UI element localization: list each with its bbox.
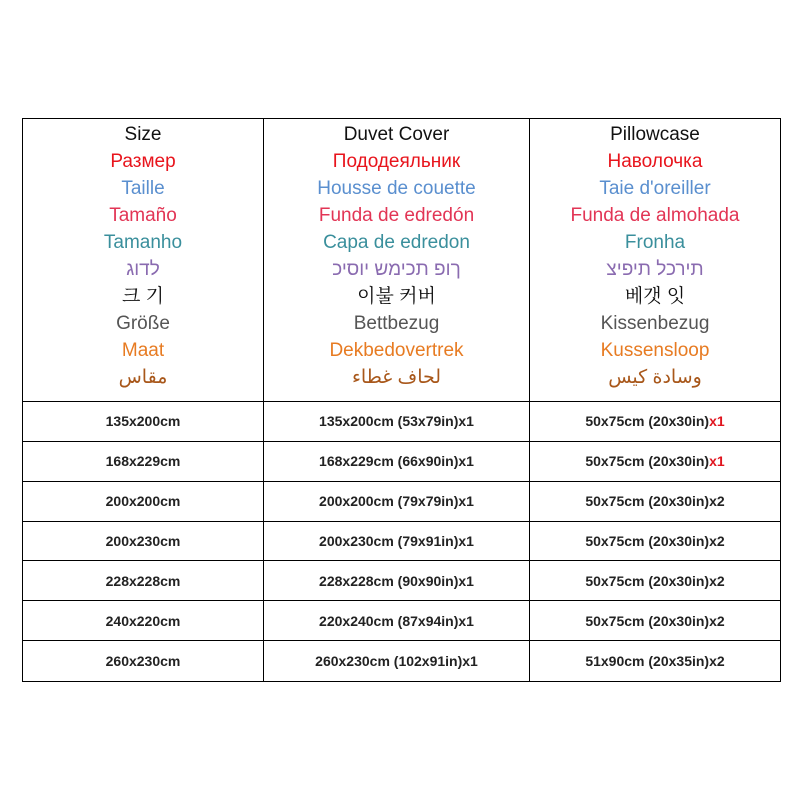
header-size-dutch: Maat xyxy=(121,340,165,361)
cell-duvet-5: 220x240cm (87x94in)x1 xyxy=(264,601,530,641)
header-duvet-hebrew: ךופ תכימש יוסיכ xyxy=(332,259,461,280)
cell-size-6: 260x230cm xyxy=(23,641,264,681)
cell-size-0: 135x200cm xyxy=(23,402,264,442)
header-pillow-korean: 베갯 잇 xyxy=(624,286,686,307)
header-size-portuguese: Tamanho xyxy=(103,232,183,253)
header-duvet-french: Housse de couette xyxy=(317,178,476,199)
pillow-qty: x2 xyxy=(709,493,725,510)
header-size-russian: Размер xyxy=(110,151,176,172)
pillow-qty: x2 xyxy=(709,532,725,549)
cell-pillow-3 xyxy=(530,522,780,562)
header-pillow-russian: Наволочка xyxy=(607,151,703,172)
header-size-english: Size xyxy=(124,124,162,145)
header-size xyxy=(23,119,264,402)
pillow-size: 50x75cm (20x30in) xyxy=(585,453,710,470)
header-duvet-portuguese: Capa de edredon xyxy=(323,232,470,253)
cell-size-3: 200x230cm xyxy=(23,522,264,562)
cell-duvet-2: 200x200cm (79x79in)x1 xyxy=(264,482,530,522)
cell-duvet-3: 200x230cm (79x91in)x1 xyxy=(264,522,530,562)
header-duvet-german: Bettbezug xyxy=(353,313,440,334)
pillow-qty: x1 xyxy=(709,413,725,430)
header-pillow-english: Pillowcase xyxy=(610,124,700,145)
pillow-size: 50x75cm (20x30in) xyxy=(585,532,710,549)
header-pillow-arabic: وسادة كيس xyxy=(608,367,702,388)
header-duvet-cover xyxy=(264,119,530,402)
cell-size-1: 168x229cm xyxy=(23,442,264,482)
cell-duvet-4: 228x228cm (90x90in)x1 xyxy=(264,561,530,601)
cell-pillow-4 xyxy=(530,561,780,601)
header-pillow-portuguese: Fronha xyxy=(624,232,686,253)
header-duvet-arabic: لحاف غطاء xyxy=(351,367,442,388)
header-size-spanish: Tamaño xyxy=(109,205,177,226)
cell-pillow-1 xyxy=(530,442,780,482)
pillow-size: 51x90cm (20x35in) xyxy=(585,653,710,670)
cell-size-4: 228x228cm xyxy=(23,561,264,601)
header-size-arabic: مقاس xyxy=(118,367,168,388)
cell-pillow-2 xyxy=(530,482,780,522)
header-pillow-german: Kissenbezug xyxy=(600,313,710,334)
header-size-french: Taille xyxy=(121,178,165,199)
header-duvet-spanish: Funda de edredón xyxy=(318,205,475,226)
cell-pillow-5 xyxy=(530,601,780,641)
header-duvet-dutch: Dekbedovertrek xyxy=(329,340,464,361)
cell-duvet-6: 260x230cm (102x91in)x1 xyxy=(264,641,530,681)
pillow-qty: x2 xyxy=(709,653,725,670)
header-duvet-english: Duvet Cover xyxy=(343,124,450,145)
header-size-korean: 크 기 xyxy=(122,286,164,307)
cell-duvet-0: 135x200cm (53x79in)x1 xyxy=(264,402,530,442)
pillow-qty: x2 xyxy=(709,612,725,629)
header-pillow-spanish: Funda de almohada xyxy=(570,205,740,226)
header-pillow-french: Taie d'oreiller xyxy=(599,178,711,199)
cell-pillow-6 xyxy=(530,641,780,681)
cell-size-2: 200x200cm xyxy=(23,482,264,522)
header-pillowcase xyxy=(530,119,780,402)
header-pillow-dutch: Kussensloop xyxy=(600,340,710,361)
pillow-size: 50x75cm (20x30in) xyxy=(585,572,710,589)
header-duvet-russian: Пододеяльник xyxy=(332,151,461,172)
pillow-size: 50x75cm (20x30in) xyxy=(585,413,710,430)
cell-pillow-0 xyxy=(530,402,780,442)
cell-size-5: 240x220cm xyxy=(23,601,264,641)
cell-duvet-1: 168x229cm (66x90in)x1 xyxy=(264,442,530,482)
pillow-size: 50x75cm (20x30in) xyxy=(585,612,710,629)
pillow-qty: x2 xyxy=(709,572,725,589)
header-pillow-hebrew: תירכל תיפיצ xyxy=(606,259,704,280)
header-size-german: Größe xyxy=(116,313,170,334)
size-chart-table xyxy=(22,118,781,682)
pillow-size: 50x75cm (20x30in) xyxy=(585,493,710,510)
header-duvet-korean: 이불 커버 xyxy=(357,286,436,307)
header-size-hebrew: לדוג xyxy=(126,259,160,280)
pillow-qty: x1 xyxy=(709,453,725,470)
